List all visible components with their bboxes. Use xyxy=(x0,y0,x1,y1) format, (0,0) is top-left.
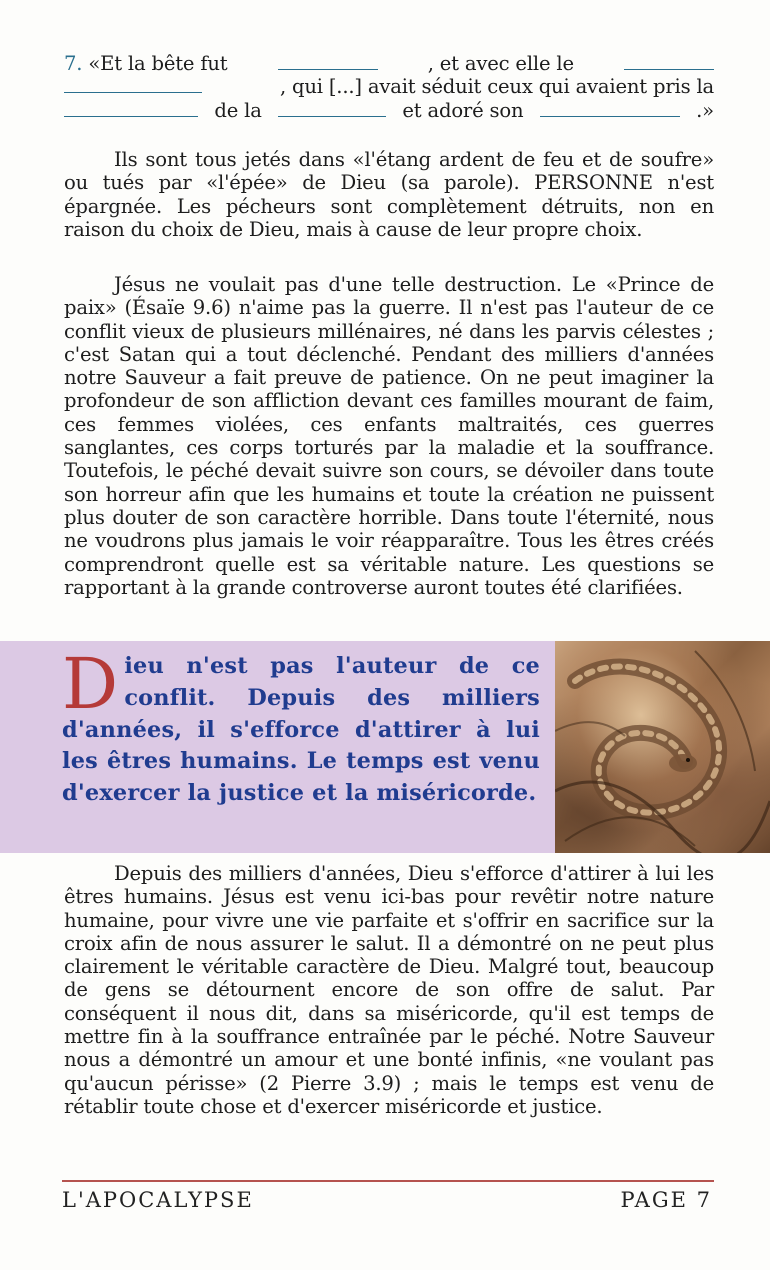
question-text-3end: .» xyxy=(696,98,714,122)
answer-blank-4[interactable] xyxy=(64,100,198,117)
paragraph-2: Jésus ne voulait pas d'une telle destruction. Le «Prince de paix» (Ésaïe 9.6) n'aime pas la guerre. Il n'est pas l'auteur de ce conflit vieux de plusieurs millénaires, né dans les parvis célestes ; c'est Satan qui a tout déclenché. Pendant des milliers d'années notre Sauveur a fait preuve de patience. On ne peut imaginer la profondeur de son affliction devant ces familles mourant de faim, ces femmes violées, ces enfants maltraités, ces guerres sanglantes, ces corps torturés par la maladie et la souffrance. Toutefois, le péché devait suivre son cours, se dévoiler dans toute son horreur afin que les humains et toute la création ne puissent plus douter de son caractère horrible. Dans toute l'éternité, nous ne voudrons plus jamais le voir réapparaître. Tous les êtres créés comprendront quelle est sa véritable nature. Les questions se rapportant à la grande controverse auront toutes été clarifiées. xyxy=(64,273,714,599)
answer-blank-5[interactable] xyxy=(278,100,386,117)
question-text-3c: et adoré son xyxy=(402,98,524,122)
fill-in-question xyxy=(64,52,714,122)
dropcap-letter: D xyxy=(62,643,119,725)
footer-divider xyxy=(62,1180,714,1182)
paragraph-2-container xyxy=(64,273,714,599)
question-line-1 xyxy=(64,52,714,75)
paragraph-1-container xyxy=(64,148,714,241)
question-text-1b: , et avec elle le xyxy=(427,52,574,75)
question-text-1a: «Et la bête fut xyxy=(88,52,228,75)
answer-blank-6[interactable] xyxy=(540,100,680,117)
page-number: PAGE 7 xyxy=(620,1188,712,1212)
question-line-3 xyxy=(64,99,714,122)
callout-box xyxy=(0,641,770,853)
question-text-3b: de la xyxy=(214,98,262,122)
paragraph-1: Ils sont tous jetés dans «l'étang ardent de feu et de soufre» ou tués par «l'épée» de Dieu (sa parole). PERSONNE n'est épargnée. Les pécheurs sont complètement détruits, non en raison du choix de Dieu, mais à cause de leur propre choix. xyxy=(64,148,714,241)
question-text-2b: , qui [...] avait séduit ceux qui avaient pris la xyxy=(279,75,714,99)
answer-blank-3[interactable] xyxy=(64,76,202,93)
question-number: 7. xyxy=(64,52,83,75)
serpent-illustration-icon xyxy=(555,641,770,853)
serpent-image xyxy=(555,641,770,853)
paragraph-3: Depuis des milliers d'années, Dieu s'efforce d'attirer à lui les êtres humains. Jésus est venu ici-bas pour revêtir notre nature humaine, pour vivre une vie parfaite et s'offrir en sacrifice sur la croix afin de nous assurer le salut. Il a démontré on ne peut plus clairement le véritable caractère de Dieu. Malgré tout, beaucoup de gens se détournent encore de son offre de salut. Par conséquent il nous dit, dans sa miséricorde, qu'il est temps de mettre fin à la souffrance entraînée par le péché. Notre Sauveur nous a démontré un amour et une bonté infinis, «ne voulant pas qu'aucun périsse» (2 Pierre 3.9) ; mais le temps est venu de rétablir toute chose et d'exercer miséricorde et justice. xyxy=(64,862,714,1118)
answer-blank-1[interactable] xyxy=(278,53,378,70)
callout-quote xyxy=(62,643,540,810)
callout-text: ieu n'est pas l'auteur de ce conflit. Depuis des milliers d'années, il s'efforce d'attirer à lui les êtres humains. Le temps est venu d'exercer la justice et la miséricorde. xyxy=(62,653,540,807)
question-line-2 xyxy=(64,75,714,98)
paragraph-3-container xyxy=(64,862,714,1118)
answer-blank-2[interactable] xyxy=(624,53,714,70)
footer-title: L'APOCALYPSE xyxy=(62,1188,254,1212)
